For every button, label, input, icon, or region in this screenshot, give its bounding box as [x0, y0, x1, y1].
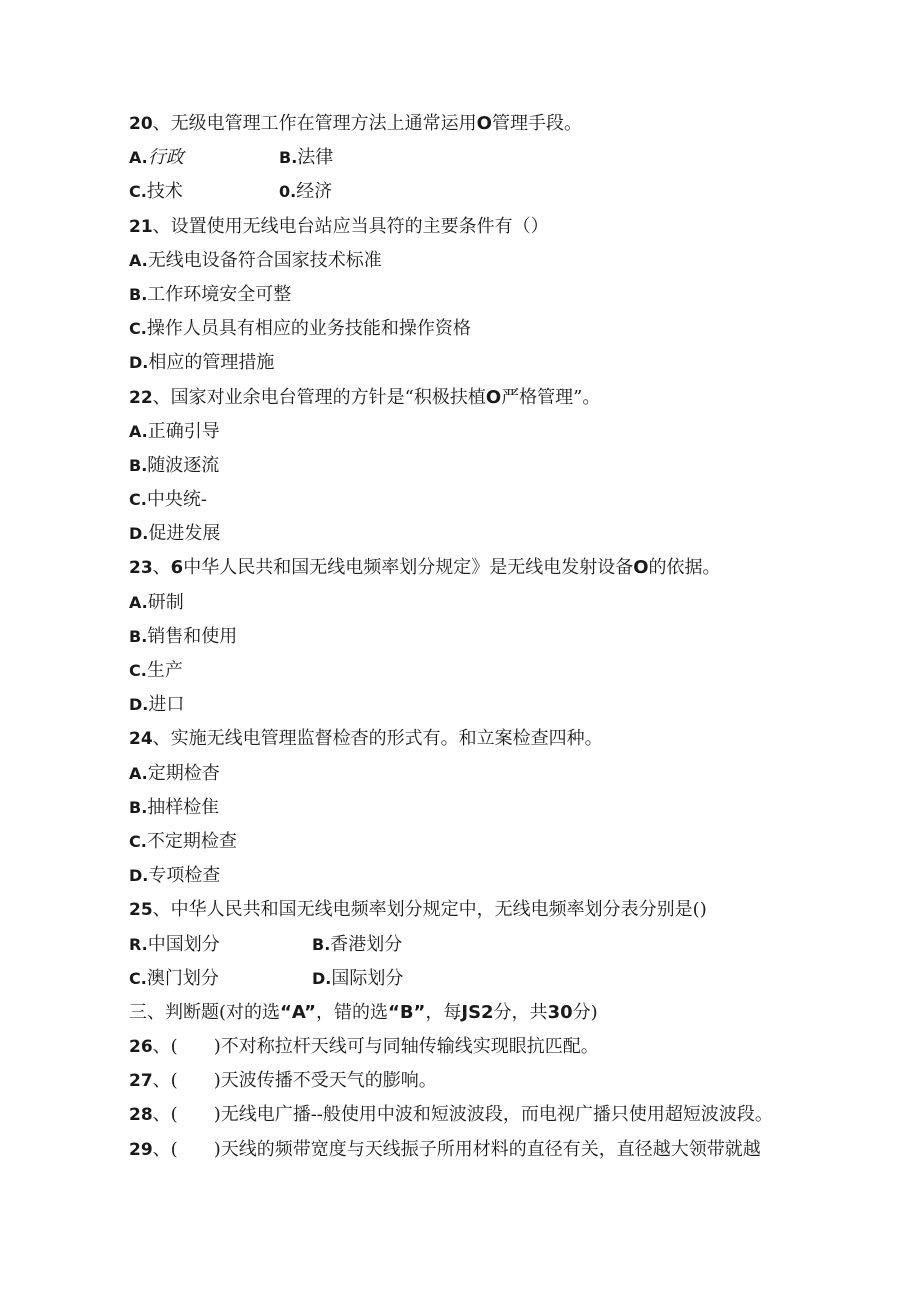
- question-text: 实施无线电管理监督检杳的形式有。和立案检查四种。: [170, 728, 603, 750]
- blank-mark: O: [633, 557, 649, 579]
- question-number: 21: [129, 216, 153, 237]
- option-c: C.澳门划分: [129, 967, 219, 989]
- question-text: 无级电管理工作在管理方法上通常运用: [170, 113, 477, 134]
- question-number: 26: [129, 1037, 153, 1058]
- option-d: D.相应的管理措施: [129, 352, 275, 374]
- question-22: 22、国家对业余电台管理的方针是“积极扶植O严格管理”。: [129, 386, 601, 408]
- question-list: [129, 113, 829, 1173]
- question-text: 无线电广播--般使用中波和短波波段，而电视广播只使用超短波波段。: [220, 1104, 773, 1126]
- option-d: D.促进发展: [129, 523, 221, 545]
- answer-blank: ( ): [170, 1036, 221, 1058]
- option-a: R.中国划分: [129, 933, 220, 955]
- question-number: 22: [129, 387, 153, 408]
- option-c: C.操作人员具有相应的业务技能和操作资格: [129, 318, 471, 340]
- option-a: A.研制: [129, 591, 184, 613]
- option-d: D.进口: [129, 694, 185, 716]
- question-number: 29: [129, 1139, 153, 1160]
- question-text: 不对称拉杆天线可与同轴传输线实现眼抗匹配。: [220, 1036, 599, 1058]
- question-20: 20、无级电管理工作在管理方法上通常运用O管理手段。: [129, 113, 582, 134]
- q25-options-row-1: [129, 934, 829, 968]
- option-a: A.无线电设备符合国家技术标准: [129, 249, 382, 271]
- answer-blank: ( ): [170, 1070, 221, 1092]
- question-28: 28、( )无线电广播--般使用中波和短波波段，而电视广播只使用超短波波段。: [129, 1104, 773, 1126]
- question-26: 26、( )不对称拉杆天线可与同轴传输线实现眼抗匹配。: [129, 1036, 599, 1058]
- question-text: 中华人民共和国无线电频率划分规定中，无线电频率划分表分别是(): [170, 899, 707, 921]
- question-number: 28: [129, 1105, 153, 1126]
- question-24: 24、实施无线电管理监督检杳的形式有。和立案检查四种。: [129, 728, 603, 750]
- q25-options-row-2: [129, 968, 829, 1002]
- option-d: D.专项检查: [129, 865, 221, 887]
- question-23: 23、6中华人民共和国无线电频率划分规定》是无线电发射设备O的依据。: [129, 557, 721, 579]
- blank-mark: O: [476, 113, 492, 134]
- question-25: 25、中华人民共和国无线电频率划分规定中，无线电频率划分表分别是(): [129, 899, 707, 921]
- question-text: 中华人民共和国无线电频率划分规定》是无线电发射设备: [183, 557, 634, 579]
- question-21: 21、设置使用无线电台站应当具符的主要条件有（）: [129, 215, 549, 237]
- option-c: C.技术: [129, 181, 183, 203]
- answer-blank: ( ): [170, 1104, 221, 1126]
- option-b: B.抽样检隹: [129, 796, 220, 818]
- section-heading: 三、判断题(对的选“A”，错的选“B”，每JS2分，共30分): [129, 1001, 598, 1023]
- option-b: B.工作环境安全可整: [129, 283, 292, 305]
- blank-mark: O: [485, 386, 502, 408]
- option-b: B.随波逐流: [129, 454, 220, 476]
- question-number: 25: [129, 900, 153, 921]
- option-c: C.生产: [129, 660, 183, 681]
- question-number: 24: [129, 729, 153, 750]
- question-text: 天波传播不受天气的膨响。: [220, 1070, 437, 1092]
- option-c: C.中央统-: [129, 489, 207, 511]
- answer-blank: ( ): [170, 1138, 221, 1160]
- option-d: 0.经济: [279, 181, 333, 203]
- option-b: B.法律: [279, 147, 334, 169]
- question-text: 设置使用无线电台站应当具符的主要条件有（）: [170, 215, 549, 237]
- option-c: C.不定期检查: [129, 830, 237, 852]
- question-29: 29、( )天线的频带宽度与天线振子所用材料的直径有关，直径越大领带就越: [129, 1138, 761, 1160]
- question-text: 国家对业余电台管理的方针是“积极扶植: [170, 386, 486, 408]
- q20-options-row-1: [129, 147, 829, 181]
- question-text: 天线的频带宽度与天线振子所用材料的直径有关，直径越大领带就越: [220, 1138, 761, 1160]
- question-27: 27、( )天波传播不受天气的膨响。: [129, 1070, 437, 1092]
- question-number: 27: [129, 1071, 153, 1092]
- option-a: A.行政: [129, 147, 184, 169]
- question-number: 20: [129, 114, 153, 134]
- option-a: A.正确引导: [129, 420, 220, 442]
- q20-options-row-2: [129, 181, 829, 215]
- option-b: B.香港划分: [312, 933, 403, 955]
- question-number: 23: [129, 558, 153, 579]
- option-a: A.定期检杳: [129, 762, 220, 784]
- option-d: D.国际划分: [312, 967, 404, 989]
- option-b: B.销售和使用: [129, 625, 238, 647]
